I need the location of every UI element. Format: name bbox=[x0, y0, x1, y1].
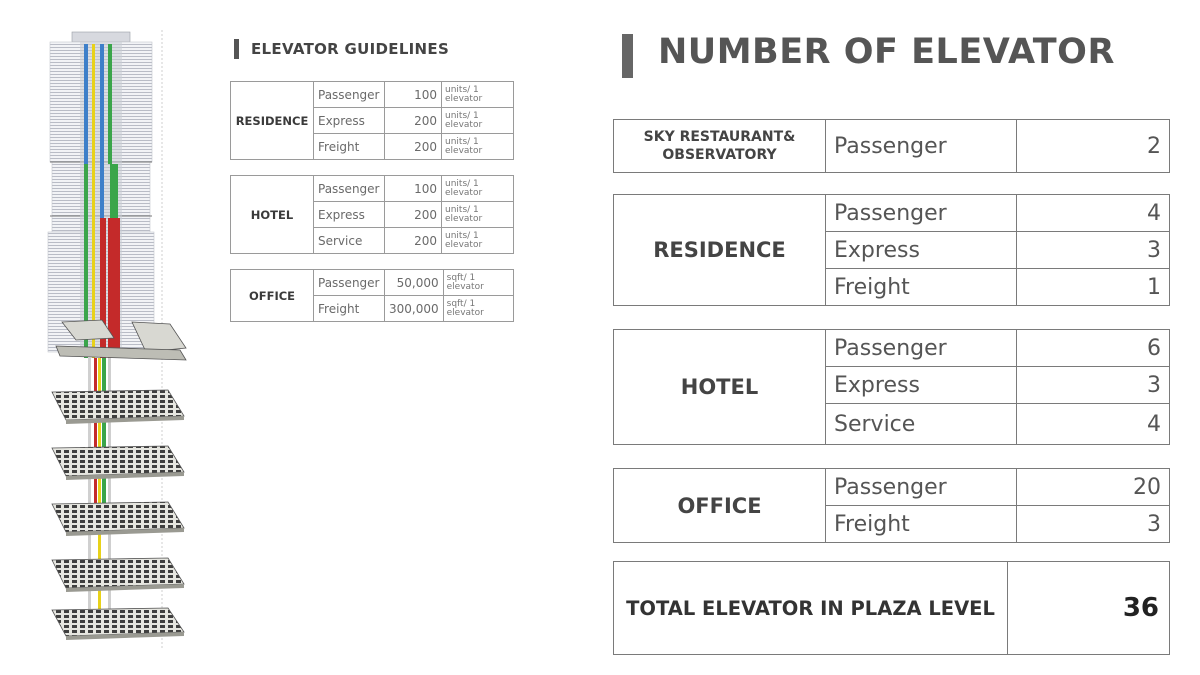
elevator-type: Freight bbox=[314, 134, 385, 160]
category-label: OFFICE bbox=[614, 469, 826, 543]
category-label: RESIDENCE bbox=[614, 195, 826, 306]
category-label: HOTEL bbox=[614, 330, 826, 445]
elevator-count: 6 bbox=[1017, 330, 1170, 367]
guideline-value: 200 bbox=[385, 202, 442, 228]
elevator-count: 1 bbox=[1017, 269, 1170, 306]
elevator-count: 4 bbox=[1017, 404, 1170, 445]
category-label: HOTEL bbox=[231, 176, 314, 254]
guideline-unit: units/ 1 elevator bbox=[442, 108, 514, 134]
number-table-hotel bbox=[613, 329, 1170, 445]
table-row bbox=[231, 82, 514, 108]
table-row bbox=[614, 120, 1170, 173]
guideline-unit: units/ 1 elevator bbox=[442, 134, 514, 160]
elevator-count: 3 bbox=[1017, 506, 1170, 543]
table-row bbox=[231, 270, 514, 296]
guidelines-table-residence bbox=[230, 81, 514, 160]
category-label: OFFICE bbox=[231, 270, 314, 322]
elevator-type: Passenger bbox=[314, 82, 385, 108]
table-row bbox=[614, 469, 1170, 506]
elevator-type: Passenger bbox=[826, 195, 1017, 232]
guideline-unit: units/ 1 elevator bbox=[442, 82, 514, 108]
table-row bbox=[231, 176, 514, 202]
category-label: RESIDENCE bbox=[231, 82, 314, 160]
guideline-value: 100 bbox=[385, 176, 442, 202]
heading-bar bbox=[234, 39, 239, 59]
elevator-type: Freight bbox=[826, 269, 1017, 306]
heading-bar bbox=[622, 34, 633, 78]
guidelines-heading bbox=[234, 38, 449, 60]
elevator-type: Freight bbox=[826, 506, 1017, 543]
elevator-type: Freight bbox=[314, 296, 385, 322]
total-count: 36 bbox=[1008, 562, 1170, 655]
elevator-type: Service bbox=[826, 404, 1017, 445]
elevator-type: Express bbox=[826, 232, 1017, 269]
guideline-value: 300,000 bbox=[385, 296, 444, 322]
table-row bbox=[614, 330, 1170, 367]
elevator-type: Passenger bbox=[826, 469, 1017, 506]
guideline-value: 50,000 bbox=[385, 270, 444, 296]
elevator-count: 2 bbox=[1017, 120, 1170, 173]
elevator-type: Passenger bbox=[314, 270, 385, 296]
elevator-type: Passenger bbox=[826, 330, 1017, 367]
number-table-office bbox=[613, 468, 1170, 543]
guideline-unit: units/ 1 elevator bbox=[442, 176, 514, 202]
elevator-count: 3 bbox=[1017, 232, 1170, 269]
category-label: SKY RESTAURANT& OBSERVATORY bbox=[614, 120, 826, 173]
number-table-total bbox=[613, 561, 1170, 655]
guideline-unit: sqft/ 1 elevator bbox=[443, 270, 513, 296]
elevator-type: Express bbox=[314, 202, 385, 228]
elevator-count: 20 bbox=[1017, 469, 1170, 506]
guideline-value: 100 bbox=[385, 82, 442, 108]
elevator-count: 4 bbox=[1017, 195, 1170, 232]
guideline-value: 200 bbox=[385, 108, 442, 134]
guideline-value: 200 bbox=[385, 134, 442, 160]
page-title: NUMBER OF ELEVATOR bbox=[658, 32, 1115, 72]
elevator-type: Express bbox=[314, 108, 385, 134]
guideline-unit: sqft/ 1 elevator bbox=[443, 296, 513, 322]
guideline-value: 200 bbox=[385, 228, 442, 254]
number-table-sky bbox=[613, 119, 1170, 173]
table-row bbox=[614, 195, 1170, 232]
guidelines-title: ELEVATOR GUIDELINES bbox=[251, 40, 450, 58]
elevator-type: Service bbox=[314, 228, 385, 254]
tower-elevator-diagram bbox=[40, 20, 210, 660]
elevator-type: Express bbox=[826, 367, 1017, 404]
guidelines-table-office bbox=[230, 269, 514, 322]
table-row bbox=[614, 562, 1170, 655]
guideline-unit: units/ 1 elevator bbox=[442, 202, 514, 228]
elevator-count: 3 bbox=[1017, 367, 1170, 404]
number-table-residence bbox=[613, 194, 1170, 306]
guidelines-table-hotel bbox=[230, 175, 514, 254]
elevator-type: Passenger bbox=[314, 176, 385, 202]
guideline-unit: units/ 1 elevator bbox=[442, 228, 514, 254]
elevator-type: Passenger bbox=[826, 120, 1017, 173]
total-label: TOTAL ELEVATOR IN PLAZA LEVEL bbox=[614, 562, 1008, 655]
